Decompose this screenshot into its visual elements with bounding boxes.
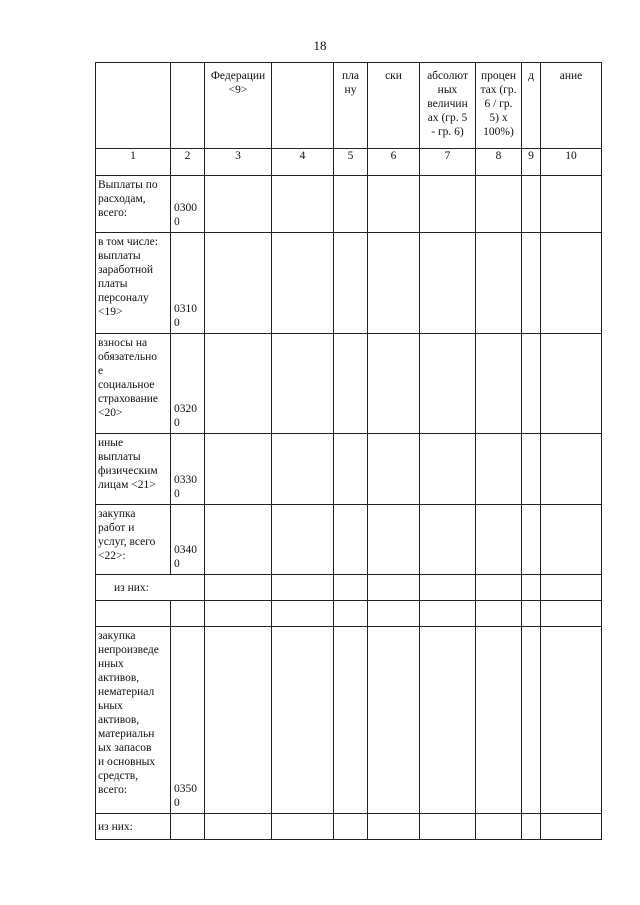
header-cell: д (522, 63, 541, 149)
row-code: 0320 0 (171, 334, 205, 434)
column-number: 7 (420, 149, 476, 176)
row-label (96, 601, 171, 627)
header-cell: ание (541, 63, 602, 149)
row-code (171, 814, 205, 840)
row-code: 0350 0 (171, 627, 205, 814)
table-row (96, 176, 602, 233)
header-cell-federation: Федерации <9> (205, 63, 272, 149)
table-row (96, 814, 602, 840)
row-code: 0340 0 (171, 505, 205, 575)
column-number: 6 (368, 149, 420, 176)
table-row (96, 334, 602, 434)
table-row (96, 601, 602, 627)
header-cell-percent: процен тах (гр. 6 / гр. 5) х 100%) (476, 63, 522, 149)
row-label: взносы на обязательно е социальное страхование <20> (96, 334, 171, 434)
header-cell-plan: пла ну (334, 63, 368, 149)
column-number: 1 (96, 149, 171, 176)
table-row (96, 627, 602, 814)
column-number: 8 (476, 149, 522, 176)
column-number: 10 (541, 149, 602, 176)
header-cell (96, 63, 171, 149)
row-label: в том числе: выплаты заработной платы персоналу <19> (96, 233, 171, 334)
page-number: 18 (313, 38, 327, 53)
column-number: 5 (334, 149, 368, 176)
row-label: Выплаты по расходам, всего: (96, 176, 171, 233)
header-row (96, 63, 602, 149)
row-label: закупка работ и услуг, всего <22>: (96, 505, 171, 575)
report-table (95, 62, 602, 840)
row-label: закупка непроизведе нных активов, нематериал ьных активов, материальн ых запасов и основных средств, всего: (96, 627, 171, 814)
row-code: 0300 0 (171, 176, 205, 233)
column-number-row (96, 149, 602, 176)
row-code: 0330 0 (171, 434, 205, 505)
table-row (96, 434, 602, 505)
row-label: из них: (96, 814, 171, 840)
table-row (96, 505, 602, 575)
header-cell: ски (368, 63, 420, 149)
column-number: 3 (205, 149, 272, 176)
column-number: 2 (171, 149, 205, 176)
row-label: иные выплаты физическим лицам <21> (96, 434, 171, 505)
table-row (96, 575, 602, 601)
table-row (96, 233, 602, 334)
row-code (171, 601, 205, 627)
header-cell-absolute: абсолют ных величин ах (гр. 5 - гр. 6) (420, 63, 476, 149)
column-number: 9 (522, 149, 541, 176)
row-code: 0310 0 (171, 233, 205, 334)
header-cell (171, 63, 205, 149)
column-number: 4 (272, 149, 334, 176)
row-label: из них: (96, 575, 205, 601)
header-cell (272, 63, 334, 149)
